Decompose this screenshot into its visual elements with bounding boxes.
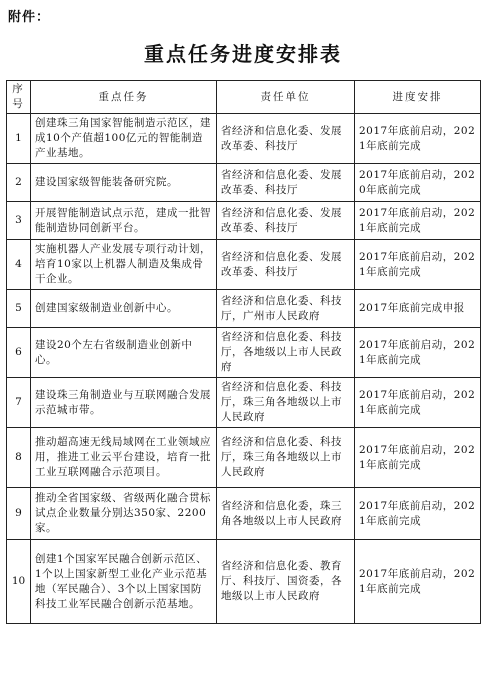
row-schedule: 2017年底前启动，2021年底前完成: [355, 378, 481, 428]
row-task: 推动全省国家级、省级两化融合贯标试点企业数量分别达350家、2200家。: [31, 488, 217, 540]
row-schedule: 2017年底前启动，2021年底前完成: [355, 328, 481, 378]
row-number: 8: [7, 428, 31, 488]
row-number: 2: [7, 164, 31, 202]
row-task: 实施机器人产业发展专项行动计划，培育10家以上机器人制造及集成骨干企业。: [31, 240, 217, 290]
header-no: 序号: [7, 81, 31, 114]
row-unit: 省经济和信息化委、发展改革委、科技厅: [217, 240, 355, 290]
table-row: [7, 540, 481, 624]
header-schedule: 进度安排: [355, 81, 481, 114]
table-row: [7, 328, 481, 378]
row-unit: 省经济和信息化委、教育厅、科技厅、国资委，各地级以上市人民政府: [217, 540, 355, 624]
row-unit: 省经济和信息化委、发展改革委、科技厅: [217, 114, 355, 164]
row-schedule: 2017年底前启动，2021年底前完成: [355, 202, 481, 240]
attachment-label: 附件：: [8, 10, 51, 25]
row-task: 推动超高速无线局域网在工业领域应用，推进工业云平台建设，培育一批工业互联网融合示范项目。: [31, 428, 217, 488]
row-schedule: 2017年底前启动，2020年底前完成: [355, 164, 481, 202]
row-unit: 省经济和信息化委、科技厅，珠三角各地级以上市人民政府: [217, 428, 355, 488]
table-row: [7, 240, 481, 290]
row-task: 建设20个左右省级制造业创新中心。: [31, 328, 217, 378]
table-row: [7, 378, 481, 428]
table-row: [7, 428, 481, 488]
row-schedule: 2017年底前启动，2021年底前完成: [355, 540, 481, 624]
schedule-table: [6, 80, 481, 624]
row-schedule: 2017年底前完成申报: [355, 290, 481, 328]
table-row: [7, 164, 481, 202]
row-task: 开展智能制造试点示范，建成一批智能制造协同创新平台。: [31, 202, 217, 240]
table-row: [7, 290, 481, 328]
table-row: [7, 114, 481, 164]
row-number: 10: [7, 540, 31, 624]
header-task: 重点任务: [31, 81, 217, 114]
row-number: 7: [7, 378, 31, 428]
table-row: [7, 202, 481, 240]
row-task: 建设珠三角制造业与互联网融合发展示范城市带。: [31, 378, 217, 428]
row-unit: 省经济和信息化委，珠三角各地级以上市人民政府: [217, 488, 355, 540]
row-number: 1: [7, 114, 31, 164]
row-schedule: 2017年底前启动，2021年底前完成: [355, 114, 481, 164]
table-header-row: [7, 81, 481, 114]
header-unit: 责任单位: [217, 81, 355, 114]
row-number: 9: [7, 488, 31, 540]
row-schedule: 2017年底前启动，2021年底前完成: [355, 488, 481, 540]
row-schedule: 2017年底前启动，2021年底前完成: [355, 240, 481, 290]
table-row: [7, 488, 481, 540]
row-number: 5: [7, 290, 31, 328]
row-unit: 省经济和信息化委、发展改革委、科技厅: [217, 164, 355, 202]
row-task: 创建1个国家军民融合创新示范区、1个以上国家新型工业化产业示范基地（军民融合）、3个以上国家国防科技工业军民融合创新示范基地。: [31, 540, 217, 624]
row-number: 6: [7, 328, 31, 378]
row-unit: 省经济和信息化委、科技厅，珠三角各地级以上市人民政府: [217, 378, 355, 428]
row-unit: 省经济和信息化委、科技厅，各地级以上市人民政府: [217, 328, 355, 378]
row-task: 创建珠三角国家智能制造示范区，建成10个产值超100亿元的智能制造产业基地。: [31, 114, 217, 164]
page-title: 重点任务进度安排表: [144, 42, 342, 66]
row-schedule: 2017年底前启动，2021年底前完成: [355, 428, 481, 488]
row-task: 建设国家级智能装备研究院。: [31, 164, 217, 202]
row-number: 3: [7, 202, 31, 240]
row-task: 创建国家级制造业创新中心。: [31, 290, 217, 328]
row-unit: 省经济和信息化委、科技厅，广州市人民政府: [217, 290, 355, 328]
row-number: 4: [7, 240, 31, 290]
row-unit: 省经济和信息化委、发展改革委、科技厅: [217, 202, 355, 240]
